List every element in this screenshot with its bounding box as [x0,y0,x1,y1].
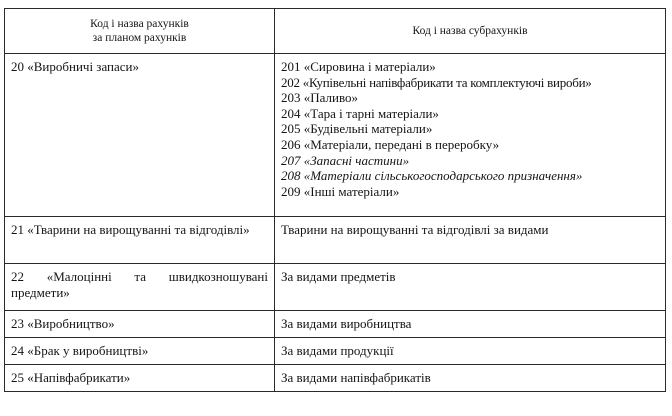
table-row [5,311,666,338]
subaccount-item: 205 «Будівельні матеріали» [281,121,433,137]
account-cell [5,217,275,264]
subaccount-item: 203 «Паливо» [281,90,359,106]
description-text: За видами предметів [281,269,396,284]
description-text: За видами продукції [281,343,394,358]
account-text: 25 «Напівфабрикати» [11,370,131,385]
description-cell [275,311,666,338]
subaccount-cell [275,54,666,217]
accounts-table [4,8,666,392]
description-text: Тварини на вирощуванні та відгодівлі за видами [281,222,549,237]
account-cell [5,311,275,338]
description-text: За видами напівфабрикатів [281,370,431,385]
table-row [5,338,666,365]
header-account-line: Код і назва рахунків [90,18,189,30]
table-body [5,54,666,392]
header-account [5,9,275,54]
table-row [5,217,666,264]
account-cell [5,338,275,365]
subaccount-item: 208 «Матеріали сільськогосподарського призначення» [281,168,583,184]
table-row [5,264,666,311]
account-cell [5,264,275,311]
account-text: 22 «Малоцінні та швидкозношувані предмети» [11,269,268,300]
account-text: 23 «Виробництво» [11,316,115,331]
table-header [5,9,666,54]
description-cell [275,338,666,365]
description-cell [275,217,666,264]
table-row [5,365,666,392]
subaccount-item: 204 «Тара і тарні матеріали» [281,105,439,121]
table-row [5,54,666,217]
header-subaccount: Код і назва субрахунків [275,9,666,54]
subaccount-item: 201 «Сировина і матеріали» [281,59,436,74]
account-text: 24 «Брак у виробництві» [11,343,149,358]
account-cell [5,54,275,217]
header-row [5,9,666,54]
account-text: 21 «Тварини на вирощуванні та відгодівлі» [11,222,250,237]
header-account-line: за планом рахунків [92,32,187,44]
subaccount-item: 206 «Матеріали, передані в переробку» [281,136,500,152]
description-cell [275,365,666,392]
subaccount-list [275,54,665,203]
subaccount-item: 207 «Запасні частини» [281,152,410,168]
description-cell [275,264,666,311]
account-cell [5,365,275,392]
account-text: 20 «Виробничі запаси» [11,59,139,74]
subaccount-item: 202 «Купівельні напівфабрикати та комплектуючі вироби» [281,74,592,90]
subaccount-item: 209 «Інші матеріали» [281,183,400,199]
description-text: За видами виробництва [281,316,412,331]
